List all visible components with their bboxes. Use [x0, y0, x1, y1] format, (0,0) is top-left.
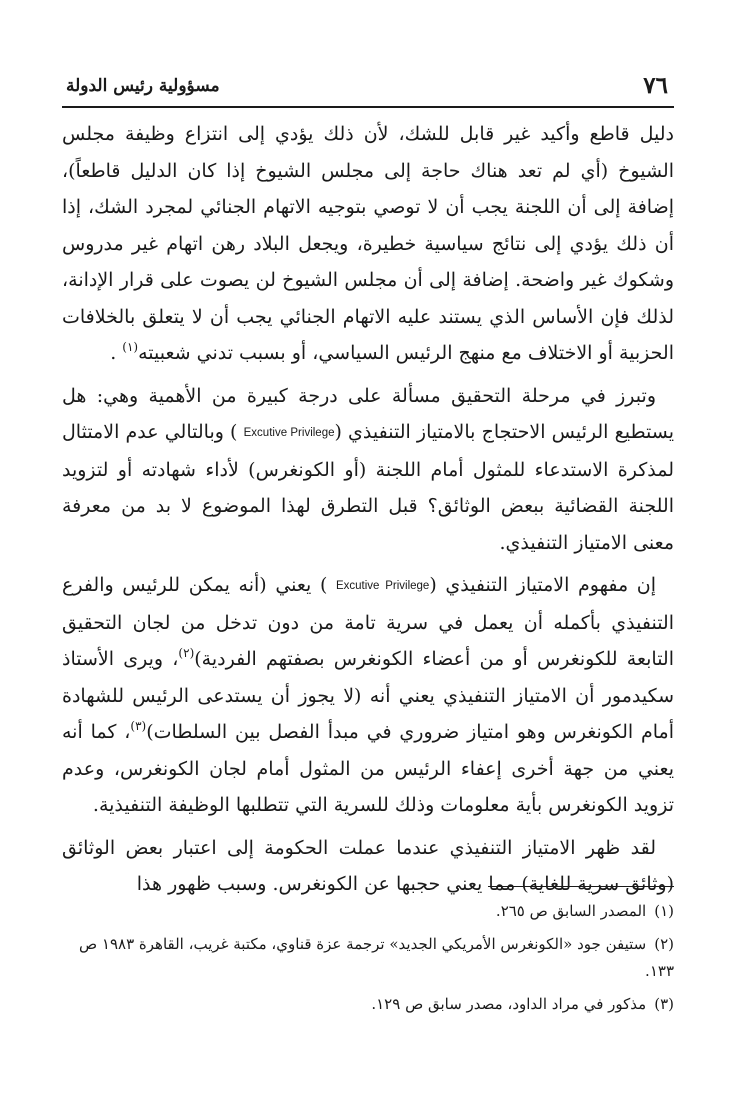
main-text	[62, 116, 674, 909]
page-header	[62, 70, 674, 104]
footnote-1	[62, 898, 674, 925]
footnote-3	[62, 991, 674, 1018]
header-divider	[62, 106, 674, 108]
footnote-text: مذكور في مراد الداود، مصدر سابق ص ١٢٩.	[371, 995, 647, 1013]
paragraph-1-end: .	[110, 342, 123, 364]
footnotes	[62, 898, 674, 1024]
paragraph-2-part2: ) وبالتالي عدم الامتثال لمذكرة الاستدعاء للمثول أمام اللجنة (أو الكونغرس) لأداء شهادته أو لتزويد اللجنة القضائية ببعض الوثائق؟ قبل التطرق لهذا الموضوع لا بد من معرفة معنى الامتياز التنفيذي.	[62, 421, 674, 554]
footnote-number: (١)	[654, 902, 674, 920]
footnote-2	[62, 931, 674, 985]
latin-term: Excutive Privilege	[243, 427, 335, 439]
paragraph-3-part3: ، ويرى الأستاذ سكيدمور أن الامتياز التنفيذي يعني أنه (لا يجوز أن يستدعى الرئيس للشهادة أمام الكونغرس وهو امتياز ضروري في مبدأ الفصل بين السلطات)	[62, 648, 674, 743]
paragraph-1	[62, 116, 674, 372]
page-number: ٧٦	[643, 72, 668, 99]
paragraph-3	[62, 567, 674, 824]
footnote-number: (٢)	[654, 935, 674, 953]
running-title: مسؤولية رئيس الدولة	[66, 76, 220, 96]
paragraph-2	[62, 378, 674, 562]
paragraph-3-part1: إن مفهوم الامتياز التنفيذي (	[429, 574, 656, 596]
footnote-number: (٣)	[654, 995, 674, 1013]
footnote-ref-3: (٣)	[130, 719, 147, 733]
paragraph-3-part4: ، كما أنه يعني من جهة أخرى إعفاء الرئيس من المثول أمام لجان الكونغرس، وعدم تزويد الكونغرس بأية معلومات وذلك للسرية التي تتطلبها الوظيفة التنفيذية.	[62, 721, 674, 816]
paragraph-4-text: لقد ظهر الامتياز التنفيذي عندما عملت الحكومة إلى اعتبار بعض الوثائق (وثائق سرية للغاية) مما يعني حجبها عن الكونغرس. وسبب ظهور هذا	[62, 836, 674, 895]
footnote-ref-1: (١)	[122, 340, 139, 354]
footnote-text: المصدر السابق ص ٢٦٥.	[495, 902, 647, 920]
footnote-text: ستيفن جود «الكونغرس الأمريكي الجديد» ترجمة عزة قناوي، مكتبة غريب، القاهرة ١٩٨٣ ص ١٣٣.	[79, 935, 674, 980]
footnote-divider	[488, 886, 674, 887]
paragraph-3-part2: ) يعني (أنه يمكن للرئيس والفرع التنفيذي بأكمله أن يعمل في سرية تامة من دون تدخل من لجان التحقيق التابعة للكونغرس أو من أعضاء الكونغرس بصفتهم الفردية)	[62, 574, 674, 670]
paragraph-4	[62, 830, 674, 903]
footnote-ref-2: (٢)	[178, 646, 195, 660]
paragraph-1-text: دليل قاطع وأكيد غير قابل للشك، لأن ذلك يؤدي إلى انتزاع وظيفة مجلس الشيوخ (أي لم تعد هناك حاجة إلى مجلس الشيوخ إذا كان الدليل قاطعاً)، إضافة إلى أن اللجنة يجب أن لا توصي بتوجيه الاتهام الجنائي لمجرد الشك، إذا أن ذلك يؤدي إلى نتائج سياسية خطيرة، ويجعل البلاد رهن اتهام غير مدروس وشكوك غير واضحة. إضافة إلى أن مجلس الشيوخ لن يصوت على قرار الإدانة، لذلك فإن الأساس الذي يستند عليه الاتهام الجنائي يجب أن لا يتعلق بالخلافات الحزبية أو الاختلاف مع منهج الرئيس السياسي، أو بسبب تدني شعبيته	[62, 123, 674, 364]
latin-term: Excutive Privilege	[335, 580, 430, 592]
paragraph-2-part1: وتبرز في مرحلة التحقيق مسألة على درجة كبيرة من الأهمية وهي: هل يستطيع الرئيس الاحتجاج بالامتياز التنفيذي (	[62, 384, 675, 443]
